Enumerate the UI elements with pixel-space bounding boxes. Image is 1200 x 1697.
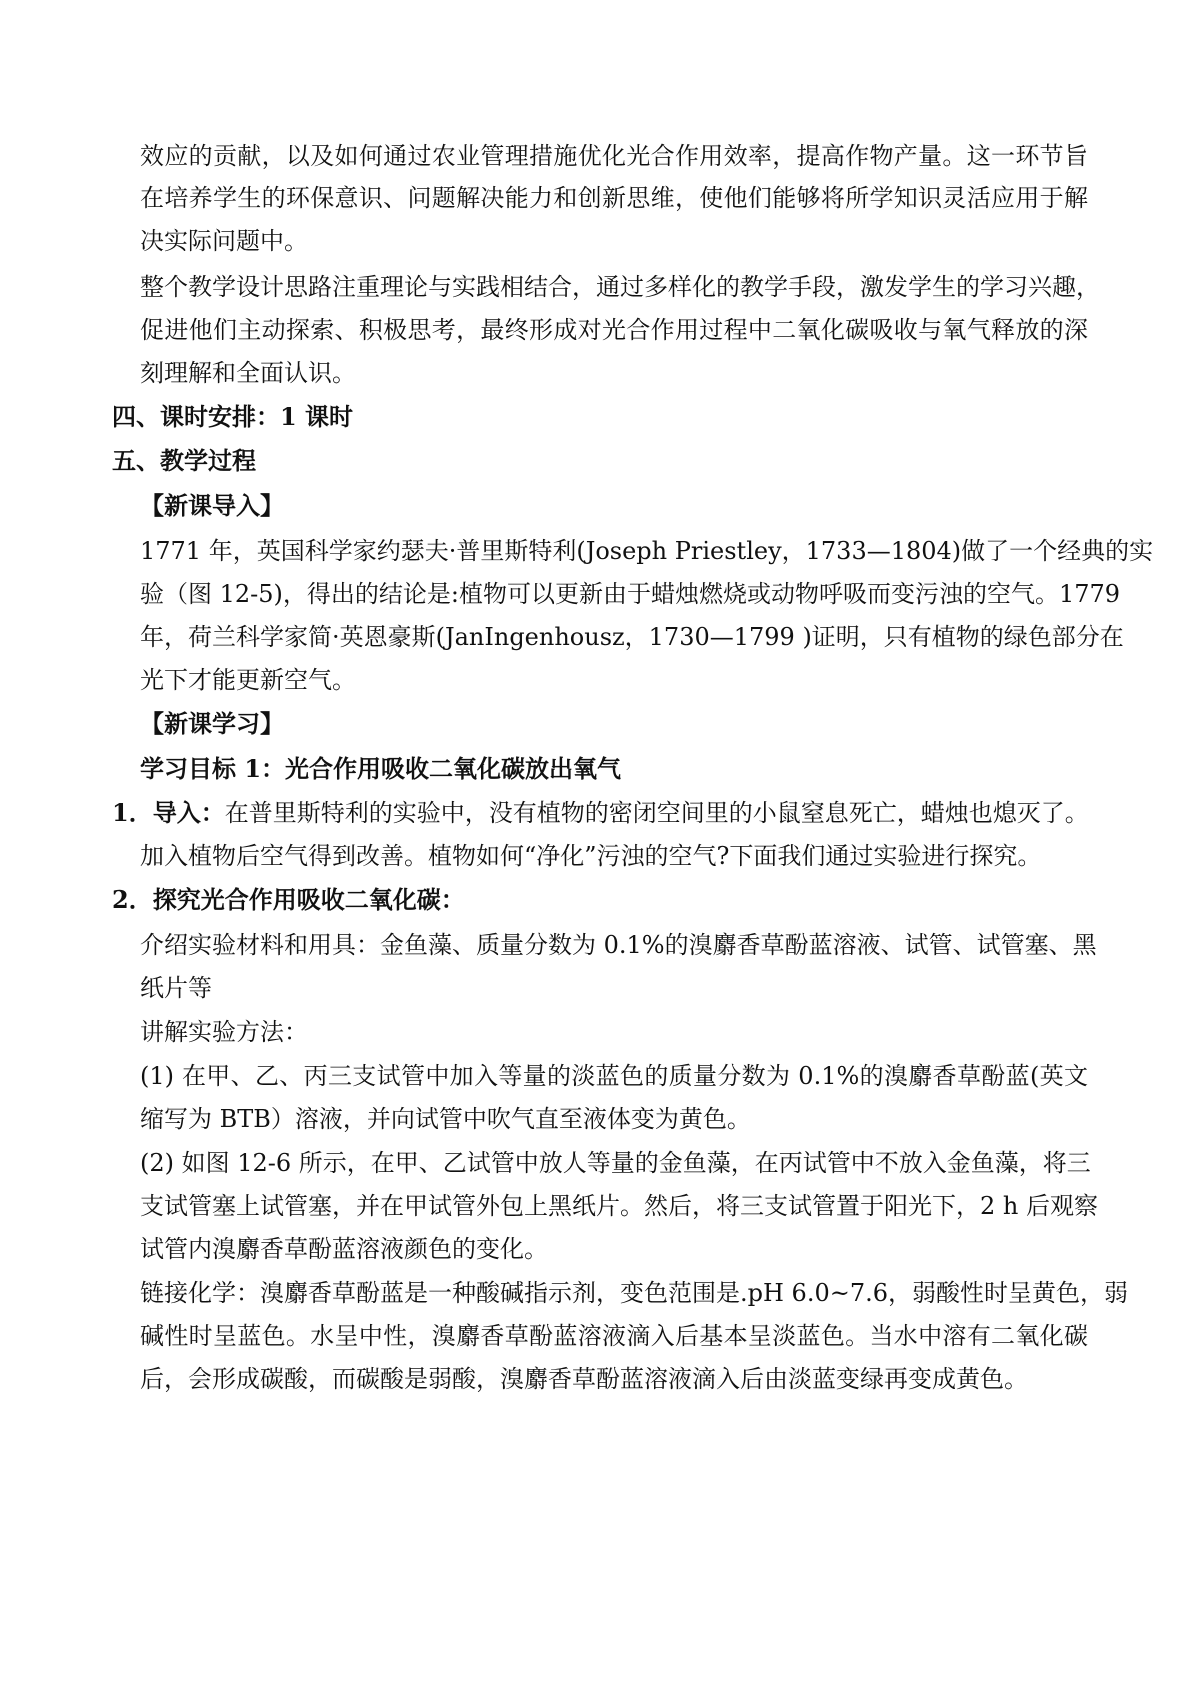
heading-process: 五、教学过程 xyxy=(112,446,256,475)
item1-number: 1． xyxy=(112,798,153,827)
chem-link-line2: 碱性时呈蓝色。水呈中性，溴麝香草酚蓝溶液滴入后基本呈淡蓝色。当水中溶有二氧化碳 xyxy=(140,1322,1088,1350)
study-heading: 【新课学习】 xyxy=(140,709,284,738)
para1-line2: 在培养学生的环保意识、问题解决能力和创新思维，使他们能够将所学知识灵活应用于解 xyxy=(140,184,1088,212)
step2-line3: 试管内溴麝香草酚蓝溶液颜色的变化。 xyxy=(140,1235,548,1263)
step2-line1: (2) 如图 12-6 所示，在甲、乙试管中放人等量的金鱼藻，在丙试管中不放入金鱼藻，将三 xyxy=(140,1149,1091,1177)
chem-link-line1: 链接化学：溴麝香草酚蓝是一种酸碱指示剂，变色范围是.pH 6.0~7.6，弱酸性时呈黄色，弱 xyxy=(140,1279,1128,1307)
intro-line3: 年，荷兰科学家简·英恩豪斯(JanIngenhousz，1730—1799 )证明，只有植物的绿色部分在 xyxy=(140,623,1124,651)
step2-line2: 支试管塞上试管塞，并在甲试管外包上黑纸片。然后，将三支试管置于阳光下，2 h 后观察 xyxy=(140,1192,1098,1220)
item1-line1 xyxy=(112,797,1089,829)
intro-line4: 光下才能更新空气。 xyxy=(140,666,356,694)
step1-line2: 缩写为 BTB）溶液，并向试管中吹气直至液体变为黄色。 xyxy=(140,1105,751,1133)
materials-line2: 纸片等 xyxy=(140,974,212,1002)
item2-label: 探究光合作用吸收二氧化碳： xyxy=(152,885,465,914)
item1-line2: 加入植物后空气得到改善。植物如何“净化”污浊的空气?下面我们通过实验进行探究。 xyxy=(140,842,1042,870)
intro-heading: 【新课导入】 xyxy=(140,491,284,520)
materials-line1: 介绍实验材料和用具：金鱼藻、质量分数为 0.1%的溴麝香草酚蓝溶液、试管、试管塞、黑 xyxy=(140,931,1097,959)
method-intro: 讲解实验方法： xyxy=(140,1018,308,1046)
item1-text: 在普里斯特利的实验中，没有植物的密闭空间里的小鼠窒息死亡，蜡烛也熄灭了。 xyxy=(224,799,1089,827)
chem-link-line3: 后，会形成碳酸，而碳酸是弱酸，溴麝香草酚蓝溶液滴入后由淡蓝变绿再变成黄色。 xyxy=(140,1365,1028,1393)
intro-line2: 验（图 12-5)，得出的结论是:植物可以更新由于蜡烛燃烧或动物呼吸而变污浊的空气。1779 xyxy=(140,580,1121,608)
item1-label: 导入： xyxy=(152,798,225,827)
para1-line1: 效应的贡献，以及如何通过农业管理措施优化光合作用效率，提高作物产量。这一环节旨 xyxy=(140,142,1088,170)
learning-goal-1: 学习目标 1：光合作用吸收二氧化碳放出氧气 xyxy=(140,754,622,783)
intro-line1: 1771 年，英国科学家约瑟夫·普里斯特利(Joseph Priestley，1733—1804)做了一个经典的实 xyxy=(140,537,1154,565)
item2-line1 xyxy=(112,884,465,916)
step1-line1: (1) 在甲、乙、丙三支试管中加入等量的淡蓝色的质量分数为 0.1%的溴麝香草酚蓝(英文 xyxy=(140,1062,1088,1090)
para2-line3: 刻理解和全面认识。 xyxy=(140,359,356,387)
para1-line3: 决实际问题中。 xyxy=(140,227,308,255)
para2-line1: 整个教学设计思路注重理论与实践相结合，通过多样化的教学手段，激发学生的学习兴趣， xyxy=(140,273,1100,301)
item2-number: 2． xyxy=(112,885,153,914)
heading-schedule: 四、课时安排：1 课时 xyxy=(112,402,354,431)
para2-line2: 促进他们主动探索、积极思考，最终形成对光合作用过程中二氧化碳吸收与氧气释放的深 xyxy=(140,316,1088,344)
